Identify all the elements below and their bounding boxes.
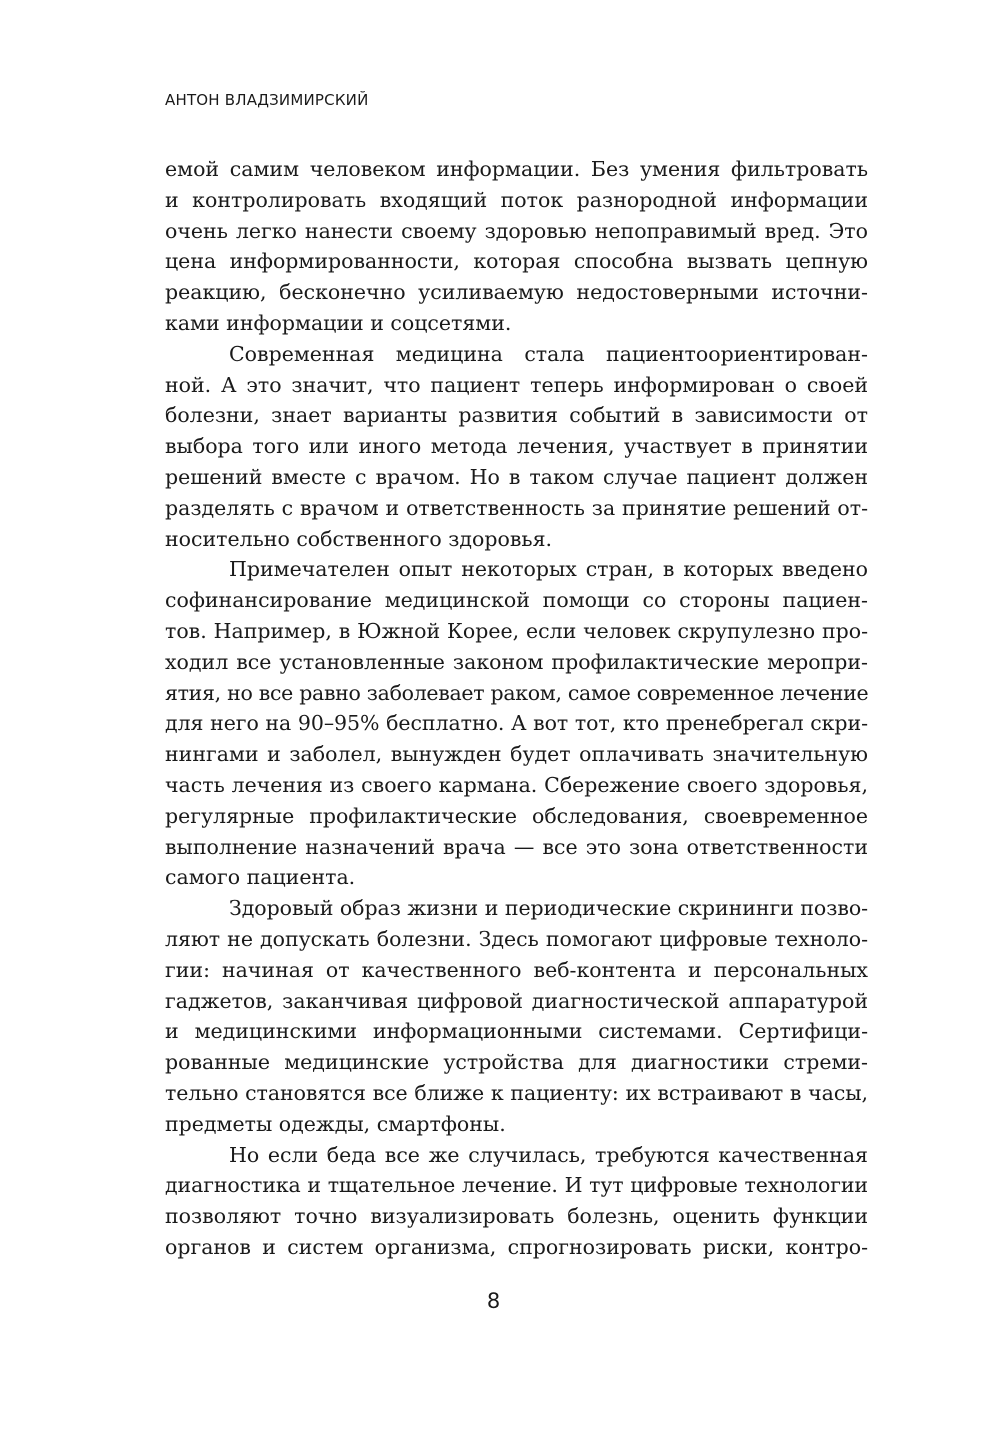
text-line: ками информации и соцсетями. [165,310,512,335]
text-line: позволяют точно визуализировать болезнь, оценить функции [165,1204,868,1229]
text-line: и контролировать входящий поток разнородной информации [165,187,868,212]
text-line: реакцию, бесконечно усиливаемую недостоверными источни- [165,280,868,305]
text-line: самого пациента. [165,865,356,890]
text-line: гаджетов, заканчивая цифровой диагностической аппаратурой [165,988,868,1013]
text-line: тов. Например, в Южной Корее, если человек скрупулезно про- [165,618,868,643]
text-line: выбора того или иного метода лечения, участвует в принятии [165,434,868,459]
text-line: цена информированности, которая способна вызвать цепную [165,249,868,274]
text-line: Примечателен опыт некоторых стран, в которых введено [229,557,868,582]
body-text [165,154,868,1263]
paragraph [165,154,868,339]
text-line: ной. А это значит, что пациент теперь информирован о своей [165,372,868,397]
page-number: 8 [486,1289,501,1313]
paragraph [165,339,868,555]
text-line: регулярные профилактические обследования, своевременное [165,803,868,828]
paragraph [165,554,868,893]
text-line: рованные медицинские устройства для диагностики стреми- [165,1050,868,1075]
text-line: носительно собственного здоровья. [165,526,553,551]
text-line: нингами и заболел, вынужден будет оплачивать значительную [165,742,868,767]
text-line: Здоровый образ жизни и периодические скрининги позво- [229,896,868,921]
text-line: выполнение назначений врача — все это зона ответственности [165,834,868,859]
text-line: решений вместе с врачом. Но в таком случае пациент должен [165,464,868,489]
text-line: предметы одежды, смартфоны. [165,1111,506,1136]
text-line: Но если беда все же случилась, требуются качественная [229,1142,868,1167]
text-line: ятия, но все равно заболевает раком, самое современное лечение [165,680,869,705]
text-line: софинансирование медицинской помощи со стороны пациен- [165,588,868,613]
text-line: для него на 90–95% бесплатно. А вот тот, кто пренебрегал скри- [165,711,868,736]
text-line: очень легко нанести своему здоровью непоправимый вред. Это [165,218,868,243]
running-head-author: АНТОН ВЛАДЗИМИРСКИЙ [165,91,369,109]
text-line: тельно становятся все ближе к пациенту: их встраивают в часы, [165,1080,868,1105]
text-line: органов и систем организма, спрогнозировать риски, контро- [165,1234,868,1259]
text-line: Современная медицина стала пациентоориентирован- [229,341,868,366]
text-line: емой самим человеком информации. Без умения фильтровать [165,157,868,181]
text-line: и медицинскими информационными системами. Сертифици- [165,1019,868,1044]
text-line: болезни, знает варианты развития событий в зависимости от [165,403,868,428]
text-line: часть лечения из своего кармана. Сбережение своего здоровья, [165,772,868,797]
text-line: ляют не допускать болезни. Здесь помогают цифровые техноло- [165,926,868,951]
text-line: диагностика и тщательное лечение. И тут цифровые технологии [165,1173,868,1198]
text-line: гии: начиная от качественного веб-контента и персональных [165,957,868,982]
paragraph [165,893,868,1139]
text-line: ходил все установленные законом профилактические меропри- [165,649,868,674]
text-line: разделять с врачом и ответственность за принятие решений от- [165,495,868,520]
paragraph [165,1140,868,1263]
